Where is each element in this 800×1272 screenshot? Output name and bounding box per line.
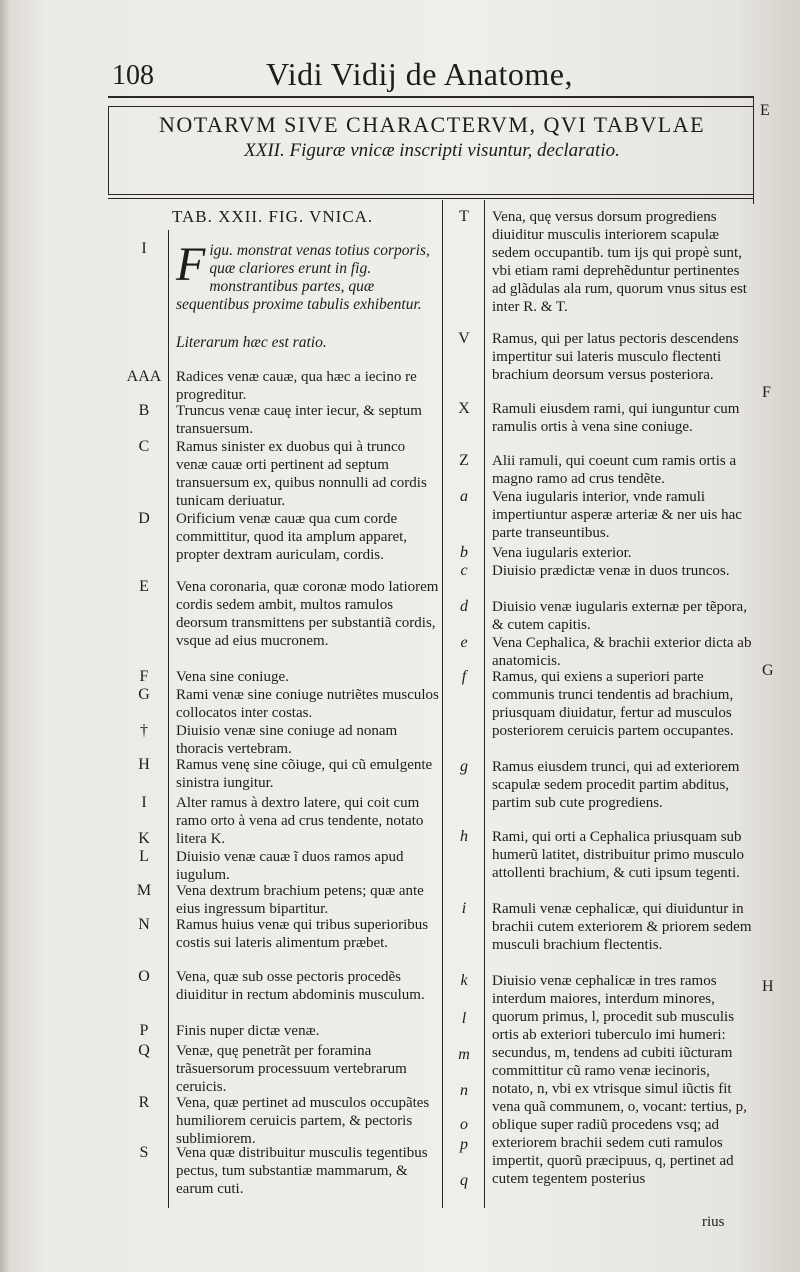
left-mark-rule (168, 230, 169, 1208)
right-entry-text: Ramus, qui exiens a superiori parte communis trunci tendentis ad brachium, priusquam diuidatur, fertur ad musculos posteriorem ceruicis partem occupantes. (492, 669, 734, 739)
left-entry-text: Ramus huius venæ qui tribus superioribus costis sui lateris alimentum præbet. (176, 917, 429, 951)
page-number: 108 (112, 60, 154, 91)
right-entry-text: Vena iugularis exterior. (492, 545, 632, 561)
left-mark: I (141, 794, 147, 811)
right-entry-text: Rami, qui orti a Cephalica priusquam sub humerũ latitet, distribuitur primo musculo attollenti brachium, & cuti ipsum tegenti. (492, 829, 745, 881)
right-mark: d (460, 598, 468, 615)
title-left-rule (108, 106, 109, 194)
left-mark: M (136, 882, 152, 899)
left-mark: O (138, 968, 150, 985)
left-mark: F (139, 668, 149, 685)
header-rule (108, 96, 753, 98)
intro-mark: I (141, 240, 147, 257)
left-entry-text: Truncus venæ cauę inter iecur, & septum transuersum. (176, 403, 422, 437)
figure-heading: TAB. XXII. FIG. VNICA. (172, 207, 374, 226)
left-mark: R (138, 1094, 150, 1111)
left-entry-text: Rami venæ sine coniuge nutriẽtes musculos collocatos inter costas. (176, 687, 439, 721)
left-mark: C (138, 438, 150, 455)
side-letter-f: F (762, 384, 771, 401)
right-entry-text: Vena Cephalica, & brachii exterior dicta ab anatomicis. (492, 635, 752, 669)
right-entry-text: Vena iugularis interior, vnde ramuli impertiuntur asperæ arteriæ & ner uis hac parte transeuntibus. (492, 489, 742, 541)
drop-capital: F (176, 238, 206, 291)
left-entry-text: Alter ramus à dextro latere, qui coit cum ramo orto à vena ad crus tendente, notato litera K. (176, 795, 424, 847)
left-entry-text: Orificium venæ cauæ qua cum corde committitur, quod ita amplum apparet, propter dextram auriculam, cordis. (176, 511, 408, 563)
left-mark: E (139, 578, 149, 595)
left-mark: G (138, 686, 150, 703)
left-mark: AAA (126, 368, 162, 385)
left-mark: B (138, 402, 150, 419)
center-rule-a (442, 200, 443, 1208)
left-entry-text: Vena, quæ sub osse pectoris procedẽs diuiditur in rectum abdominis musculum. (176, 969, 425, 1003)
left-entry-text: Diuisio venæ cauæ ĩ duos ramos apud iugulum. (176, 849, 404, 883)
intro-paragraph (176, 238, 438, 314)
right-mark: k (460, 972, 468, 989)
right-mark: Z (459, 452, 469, 469)
catchword: rius (702, 1214, 725, 1230)
right-entry-text: Ramuli eiusdem rami, qui iunguntur cum ramulis ortis à vena sine coniuge. (492, 401, 740, 435)
center-rule-b (484, 200, 485, 1208)
left-mark: † (140, 722, 148, 739)
table-title-line2: XXII. Figuræ vnicæ inscripti visuntur, declaratio. (244, 140, 620, 161)
running-title: Vidi Vidij de Anatome, (266, 56, 573, 92)
left-mark: Q (138, 1042, 150, 1059)
left-entry-text: Radices venæ cauæ, qua hæc a iecino re progreditur. (176, 369, 417, 403)
right-mark: f (461, 668, 467, 685)
right-mark-sub: o (460, 1116, 468, 1133)
right-mark: c (460, 562, 468, 579)
left-mark: D (138, 510, 150, 527)
right-mark-sub: l (461, 1010, 467, 1027)
side-letter-g: G (762, 662, 774, 679)
left-entry-text: Diuisio venæ sine coniuge ad nonam thoracis vertebram. (176, 723, 398, 757)
right-entry-text: Diuisio venæ iugularis externæ per tẽpora, & cutem capitis. (492, 599, 747, 633)
left-entry-text: Vena sine coniuge. (176, 669, 289, 685)
left-entry-text: Vena coronaria, quæ coronæ modo latiorem cordis sedem ambit, multos ramulos deorsum transmittens per substantiã cordis, vsque ad eius mucronem. (176, 579, 439, 649)
right-entry-text: Ramus eiusdem trunci, qui ad exteriorem scapulæ sedem procedit partim abditus, partim sub cute progrediens. (492, 759, 740, 811)
right-entry-text: Ramuli venæ cephalicæ, qui diuiduntur in brachii cutem exteriorem & priorem sedem musculi brachium flectentis. (492, 901, 752, 953)
right-mark-sub: m (458, 1046, 470, 1063)
left-entry-text: Ramus sinister ex duobus qui à trunco venæ cauæ orti pertinent ad septum transuersum ex, quibus nonnulli ad cordis tunicam deriuatur. (176, 439, 427, 509)
right-mark: T (459, 208, 469, 225)
right-mark: e (460, 634, 468, 651)
table-title-line1: NOTARVM SIVE CHARACTERVM, QVI TABVLAE (158, 112, 706, 137)
right-mark: a (460, 488, 468, 505)
left-entry-text: Venæ, quę penetrãt per foramina trãsuersorum processuum vertebrarum ceruicis. (176, 1043, 407, 1095)
side-letter-e: E (760, 102, 770, 119)
right-mark: V (458, 330, 470, 347)
right-mark: h (460, 828, 468, 845)
ratio-line: Literarum hæc est ratio. (176, 334, 327, 351)
right-mark: g (460, 758, 468, 775)
left-mark: N (138, 916, 150, 933)
intro-text: igu. monstrat venas totius corporis, quæ clariores erunt in fig. monstrantibus partes, quæ sequentibus proxime tabulis exhibentur. (176, 242, 430, 313)
right-mark-sub: n (460, 1082, 468, 1099)
title-bottom-rule (108, 194, 754, 195)
left-entry-text: Ramus venę sine cõiuge, qui cũ emulgente sinistra iungitur. (176, 757, 433, 791)
left-entry-text: Vena quæ distribuitur musculis tegentibus pectus, tum substantiæ mammarum, & earum cuti. (176, 1145, 428, 1197)
left-entry-text: Finis nuper dictæ venæ. (176, 1023, 320, 1039)
gutter-shadow (0, 0, 10, 1272)
left-mark: L (139, 848, 149, 865)
left-entry-text: Vena, quæ pertinet ad musculos occupãtes humiliorem ceruicis partem, & pectoris sublimiorem. (176, 1095, 430, 1147)
left-entry-text: Vena dextrum brachium petens; quæ ante eius ingressum bipartitur. (176, 883, 424, 917)
right-mark: b (460, 544, 468, 561)
title-top-rule (108, 106, 754, 107)
right-mark-sub: p (460, 1136, 468, 1153)
left-mark: H (138, 756, 150, 773)
right-mark: i (461, 900, 467, 917)
right-entry-text: Diuisio prædictæ venæ in duos truncos. (492, 563, 730, 579)
right-entry-text: Alii ramuli, qui coeunt cum ramis ortis a magno ramo ad crus tendẽte. (492, 453, 737, 487)
right-entry-text: Diuisio venæ cephalicæ in tres ramos interdum maiores, interdum minores, quorum primus, l, procedit sub musculis ortis ab exteriori tuberculo imi humeri: secundus, m, tendens ad cubiti iũcturam committitur cũ ramo venæ iecinoris, notato, n, vbi ex vtrisque simul iũctis fit vena quã communem, o, vocant: tertius, p, oblique super radiũ procedens vsq; ad exteriorem brachii sedem cuti ramulos impertit, quorũ præcipuus, q, pertinet ad cutem tegentem posterius (492, 973, 747, 1187)
table-title (110, 112, 754, 162)
title-bottom-rule-2 (108, 198, 754, 199)
side-letter-h: H (762, 978, 774, 995)
right-entry-text: Vena, quę versus dorsum progrediens diuiditur musculis interiorem scapulæ sedem occupantib. tum ijs qui propè sunt, vbi etiam rami deprehẽduntur pertinentes ad glãdulas ala rum, quorum vnus situs est inter R. & T. (492, 209, 747, 315)
right-mark-sub: q (460, 1172, 468, 1189)
right-entry-text: Ramus, qui per latus pectoris descendens impertitur sui lateris musculo flectenti brachium deorsum versus posteriora. (492, 331, 739, 383)
left-mark: S (139, 1144, 149, 1161)
left-mark: P (139, 1022, 149, 1039)
left-mark: K (138, 830, 150, 847)
right-mark: X (458, 400, 470, 417)
